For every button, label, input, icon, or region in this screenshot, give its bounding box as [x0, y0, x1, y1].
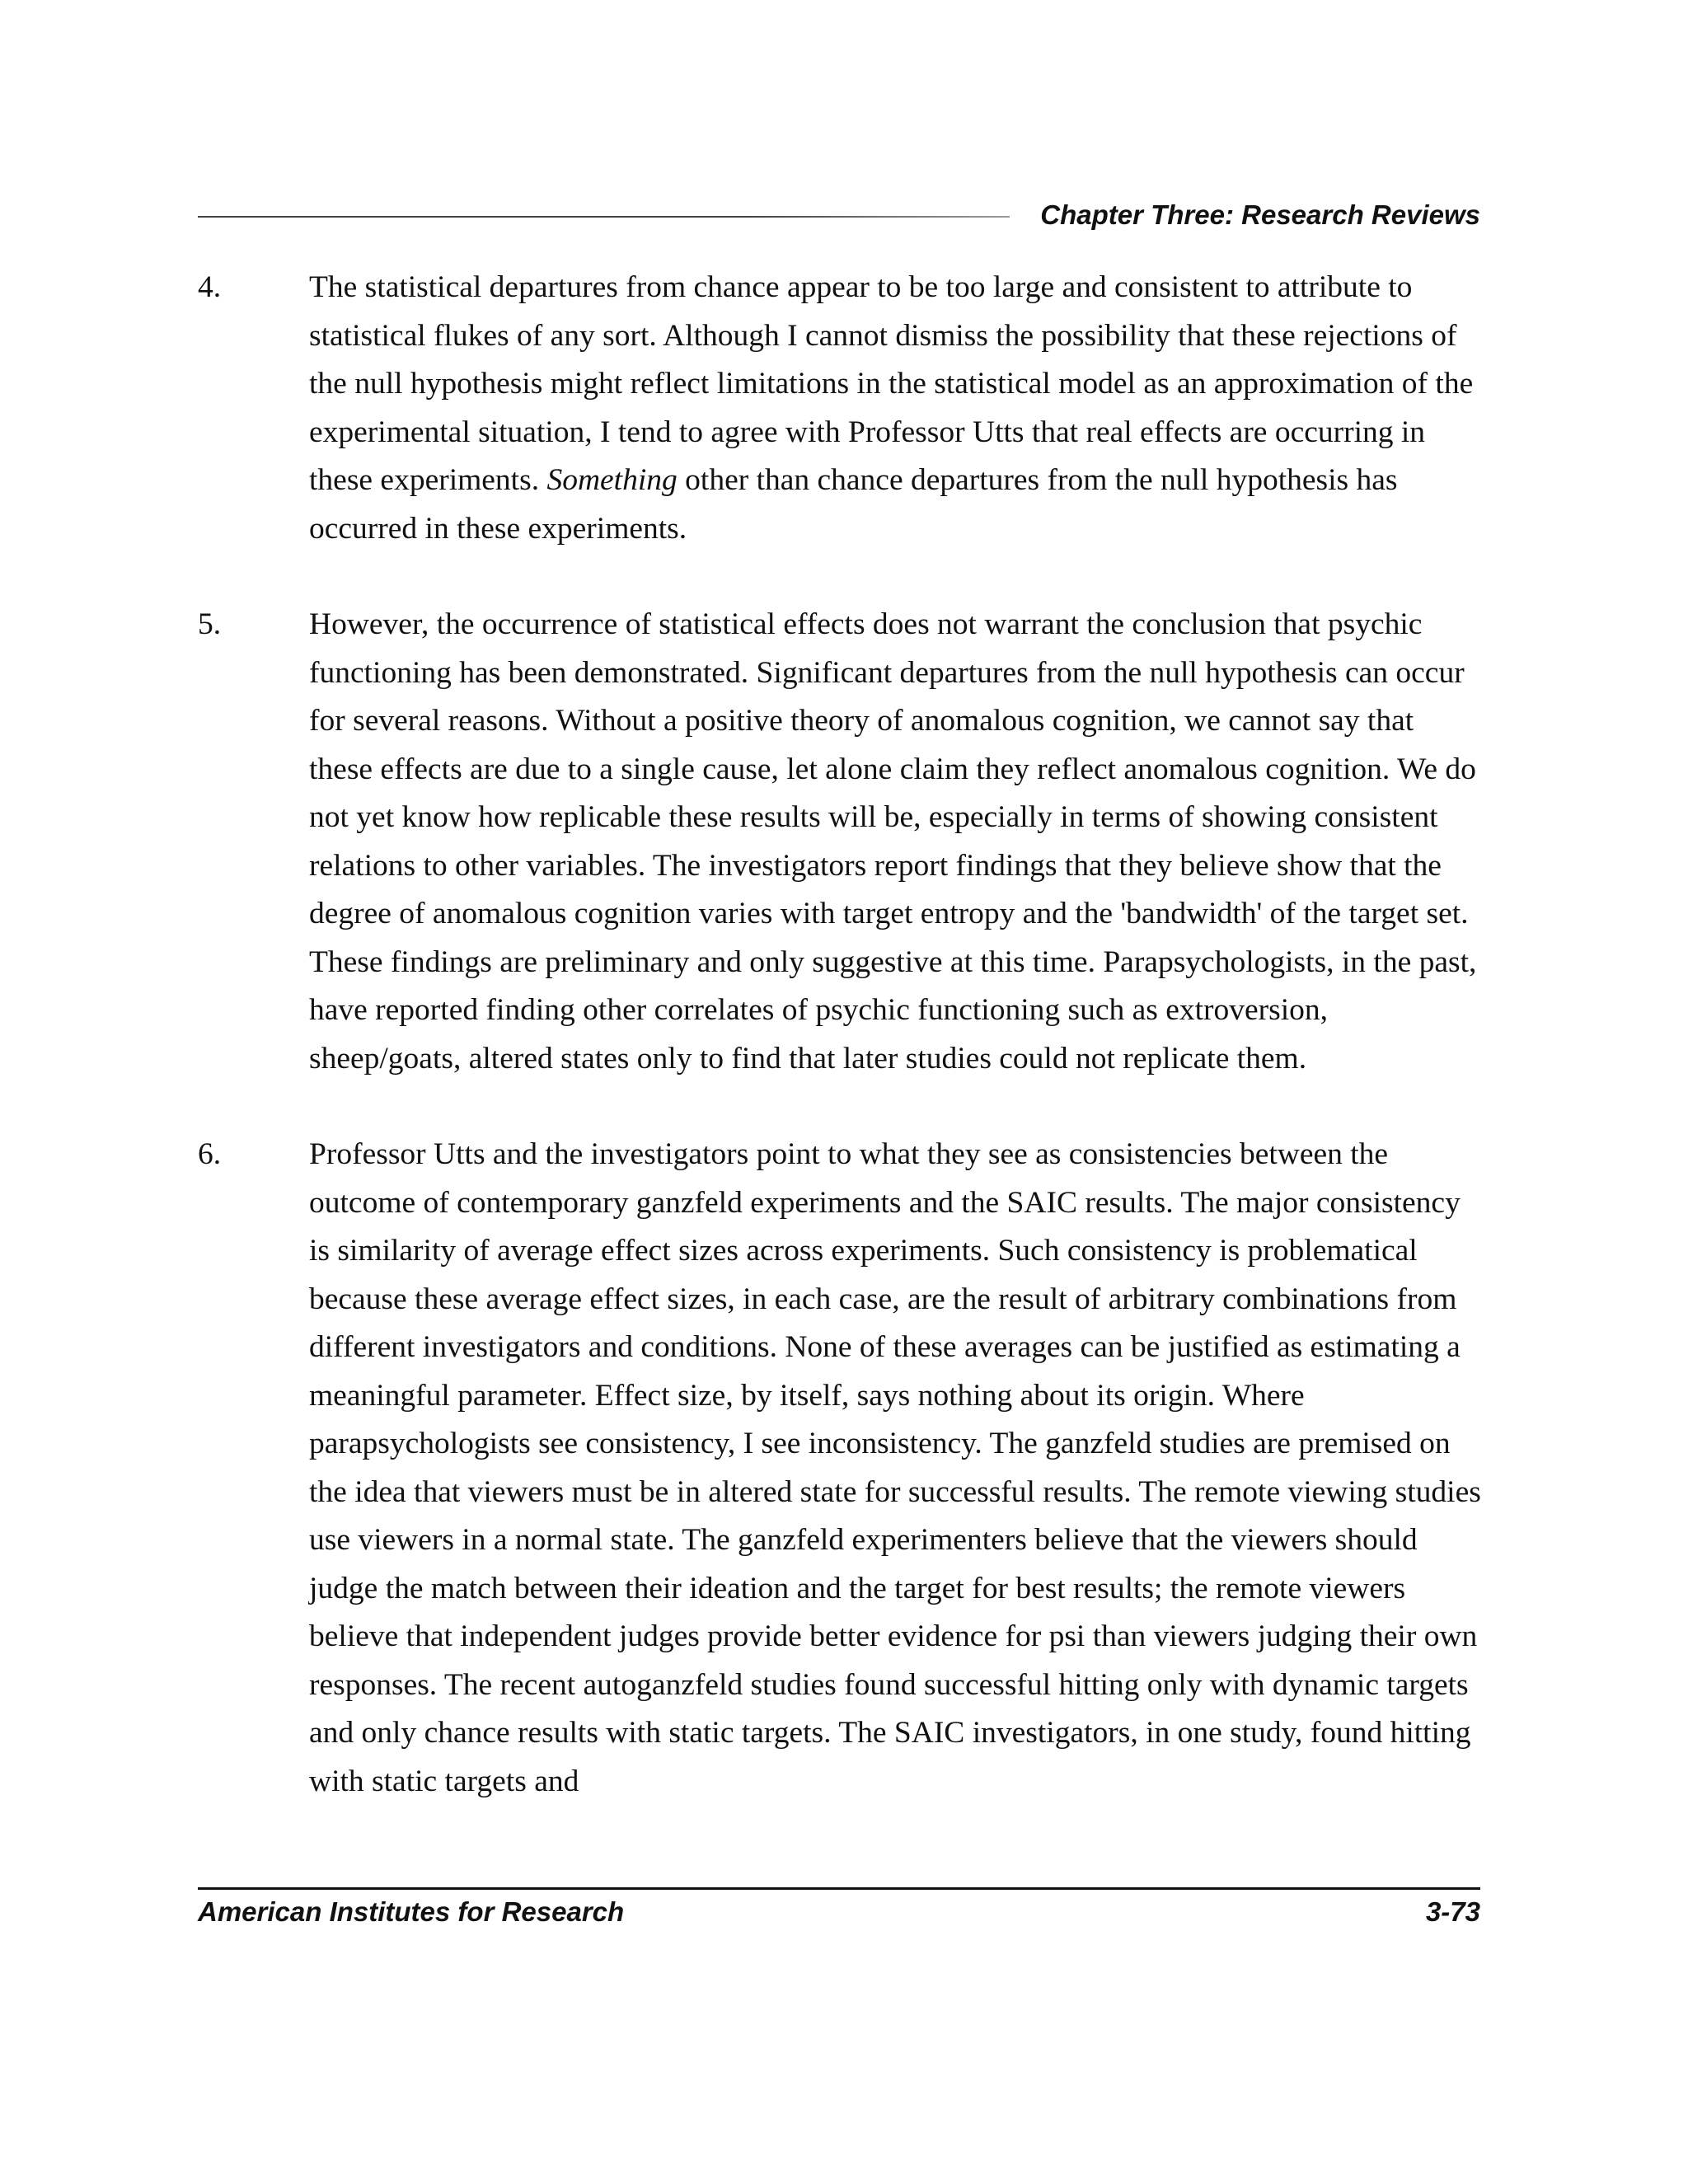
header-rule: [198, 216, 1010, 218]
footer-rule: [198, 1887, 1480, 1890]
item-text: However, the occurrence of statistical effects does not warrant the conclusion that psychic functioning has been demonstrated. Significant departures from the null hypothesis can occur for several reasons. Without a positive theory of anomalous cognition, we cannot say that these effects are due to a single cause, let alone claim they reflect anomalous cognition. We do not yet know how replicable these results will be, especially in terms of showing consistent relations to other variables. The investigators report findings that they believe show that the degree of anomalous cognition varies with target entropy and the 'bandwidth' of the target set. These findings are preliminary and only suggestive at this time. Parapsychologists, in the past, have reported finding other correlates of psychic functioning such as extroversion, sheep/goats, altered states only to find that later studies could not replicate them.: [309, 607, 1477, 1076]
emphasis-word: Something: [546, 463, 678, 497]
item-text-part: The statistical departures from chance appear to be too large and consistent to attribute to statistical flukes of any sort. Although I cannot dismiss the possibility that these rejections of the null hypothesis might reflect limitations in the statistical model as an approximation of the experimental situation, I tend to agree with Professor Utts that real effects are occurring in these experiments.: [309, 270, 1474, 497]
item-text: Professor Utts and the investigators point to what they see as consistencies between the outcome of contemporary ganzfeld experiments and the SAIC results. The major consistency is similarity of average effect sizes across experiments. Such consistency is problematical because these average effect sizes, in each case, are the result of arbitrary combinations from different investigators and conditions. None of these averages can be justified as estimating a meaningful parameter. Effect size, by itself, says nothing about its origin. Where parapsychologists see consistency, I see inconsistency. The ganzfeld studies are premised on the idea that viewers must be in altered state for successful results. The remote viewing studies use viewers in a normal state. The ganzfeld experimenters believe that the viewers should judge the match between their ideation and the target for best results; the remote viewers believe that independent judges provide better evidence for psi than viewers judging their own responses. The recent autoganzfeld studies found successful hitting only with dynamic targets and only chance results with static targets. The SAIC investigators, in one study, found hitting with static targets and: [309, 1137, 1481, 1798]
item-number: 4.: [198, 270, 222, 304]
page-footer: [198, 1887, 1480, 1933]
page-number: 3-73: [1425, 1896, 1480, 1927]
footer-organization: American Institutes for Research: [198, 1896, 625, 1927]
footer-row: [198, 1891, 1480, 1933]
numbered-item-5: [198, 601, 1484, 1083]
chapter-title: Chapter Three: Research Reviews: [1040, 199, 1480, 230]
item-number: 6.: [198, 1137, 222, 1171]
item-text: [309, 264, 1484, 553]
item-number: 5.: [198, 607, 222, 641]
page-body: [198, 264, 1484, 1806]
item-text-part: other than chance departures from the null hypothesis has occurred in these experiments.: [309, 463, 1398, 546]
numbered-item-4: [198, 264, 1484, 553]
numbered-item-6: [198, 1131, 1484, 1806]
page-header: [198, 194, 1480, 236]
